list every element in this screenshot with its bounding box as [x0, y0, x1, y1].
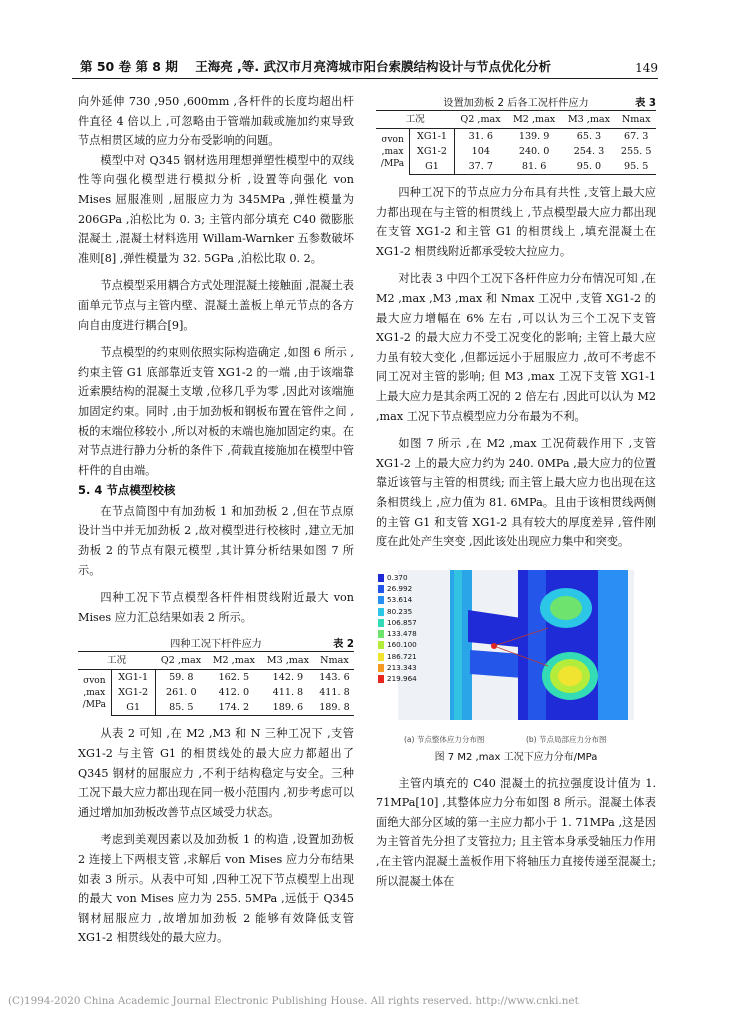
table2-cell: 189. 8 [315, 700, 354, 716]
figure-7 [376, 570, 656, 763]
paragraph-stiffener-2: 考虑到美观因素以及加劲板 1 的构造 ,设置加劲板 2 连接上下两根支管 ,求解后 von Mises 应力分布结果如表 3 所示。从表中可知 ,四种工况下节点模型上出现的最大 von Mises 应力为 255. 5MPa ,远低于 Q345 钢材屈服应力 ,故增加加劲板 2 能够有效降低支管 XG1-2 相贯线处的最大应力。 [78, 833, 354, 945]
legend-entry [378, 628, 432, 639]
table3-cell: 95. 0 [562, 159, 617, 175]
table3-cell: 65. 3 [576, 131, 602, 142]
left-column [78, 92, 354, 948]
table2-cell: 143. 6 [319, 672, 350, 684]
table2-row-header [78, 670, 111, 716]
paragraph-stress-common: 四种工况下的节点应力分布具有共性 ,支管上最大应力都出现在与主管的相贯线上 ,节点模型最大应力都出现在支管 XG1-2 和主管 G1 的相贯线上 ,填充混凝土在 XG1-2 相贯线附近都承受较大拉应力。 [376, 186, 656, 258]
legend-swatch [378, 664, 384, 672]
legend-swatch [378, 596, 384, 604]
table3-col-n: Nmax [616, 111, 656, 129]
table3-cell: 31. 6 [468, 131, 493, 142]
legend-value: 106.857 [387, 617, 417, 627]
legend-entry [378, 572, 432, 583]
table2-title-row [78, 633, 354, 651]
table2-number: 表 2 [333, 639, 354, 651]
legend-swatch [378, 641, 384, 649]
table2-title: 四种工况下杆件应力 [170, 639, 262, 651]
paragraph-table2-analysis: 从表 2 可知 ,在 M2 ,M3 和 N 三种工况下 ,支管 XG1-2 与主管 G1 的相贯线处的最大应力都超出了 Q345 钢材的屈服应力 ,不利于结构稳定与安全。三种工况下最大应力都出现在同一极小范围内 ,初步考虑可以通过增加加劲板改善节点区域受力状态。 [78, 727, 354, 819]
legend-value: 133.478 [387, 629, 417, 639]
paragraph-constraints: 节点模型的约束则依照实际构造确定 ,如图 6 所示 ,约束主管 G1 底部靠近支管 XG1-2 的一端 ,由于该端靠近索膜结构的混凝土支墩 ,位移几乎为零 ,因此对该端施加固定约束。同时 ,由于加劲板和钢板布置在管件之间 ,板的末端位移较小 ,所以对板的末端也施加固定约束。在对节点进行静力分析的条件下 ,荷载直接施加在模型中管杆件的自由端。 [78, 346, 354, 477]
paragraph-material-model: 模型中对 Q345 钢材选用理想弹塑性模型中的双线性等向强化模型进行模拟分析 ,设置等向强化 von Mises 屈服准则 ,屈服应力为 345MPa ,弹性模量为 206GPa ,泊松比为 0. 3; 主管内部分填充 C40 微膨胀混凝土 ,混凝土材料选用 Willam-Warnker 五参数破坏准则[8] ,弹性模量为 32. 5GPa ,泊松比取 0. 2。 [78, 153, 354, 265]
table2-cell: 59. 8 [169, 672, 194, 684]
legend-entry [378, 606, 432, 617]
table3-cell: 95. 5 [616, 159, 656, 175]
table2-col-q2: Q2 ,max [155, 652, 207, 670]
table3-col-q2: Q2 ,max [454, 111, 506, 129]
table2-cell: 189. 6 [261, 700, 315, 716]
legend-swatch [378, 653, 384, 661]
table2-cell-name: XG1-1 [111, 670, 155, 686]
legend-value: 186.721 [387, 651, 417, 661]
table3-col-m3: M3 ,max [562, 111, 617, 129]
table3-cell: 240. 0 [518, 146, 550, 157]
table2-col-condition: 工况 [78, 652, 155, 670]
legend-value: 160.100 [387, 640, 417, 650]
table-row [78, 700, 354, 716]
running-header [72, 55, 658, 79]
table2-cell: 85. 5 [155, 700, 207, 716]
legend-value: 219.964 [387, 674, 417, 684]
fea-stress-contour-image [398, 570, 634, 720]
table2-cell: 411. 8 [272, 687, 304, 699]
table2-col-n: Nmax [315, 652, 354, 670]
table2-cell-name: G1 [111, 700, 155, 716]
right-column [376, 92, 656, 891]
color-legend [378, 572, 432, 685]
legend-value: 213.343 [387, 663, 417, 673]
paragraph-concrete-stress: 主管内填充的 C40 混凝土的抗拉强度设计值为 1. 71MPa[10] ,其整体应力分布如图 8 所示。混凝土体表面绝大部分区域的第一主应力都小于 1. 71MPa ,这是因为主管首先分担了支管拉力; 且主管本身承受轴压力作用 ,在主管内混凝土盖板作用下将轴压力直接传递至混凝土; 所以混凝土体在 [376, 776, 656, 888]
table3-rowhead-1: σvon ,max [381, 134, 404, 157]
subcaption-a: (a) 节点整体应力分布图 [404, 734, 485, 744]
table3-col-condition: 工况 [376, 111, 454, 129]
table3-cell: 81. 6 [507, 159, 562, 175]
legend-entry [378, 583, 432, 594]
table3-col-m2: M2 ,max [507, 111, 562, 129]
legend-swatch [378, 585, 384, 593]
paragraph-table2-intro: 四种工况下节点模型各杆件相贯线附近最大 von Mises 应力汇总结果如表 2 所示。 [78, 591, 354, 624]
table3-cell-name: XG1-1 [410, 129, 455, 145]
table-row [376, 159, 656, 175]
table3-cell-name: XG1-2 [410, 144, 455, 159]
table2 [78, 651, 354, 716]
table2-col-m2: M2 ,max [207, 652, 261, 670]
page-number: 149 [635, 61, 658, 75]
legend-value: 0.370 [387, 572, 408, 582]
legend-entry [378, 651, 432, 662]
legend-swatch [378, 608, 384, 616]
table3-row-header [376, 129, 410, 175]
table3-title: 设置加劲板 2 后各工况杆件应力 [443, 98, 589, 109]
paragraph-table3-compare: 对比表 3 中四个工况下各杆件应力分布情况可知 ,在 M2 ,max ,M3 ,max 和 Nmax 工况中 ,支管 XG1-2 的最大应力增幅在 6% 左右 ,可以认为三个工况下支管 XG1-2 的最大应力不受工况变化的影响; 主管上最大应力虽有较大变化 ,但都远远小于屈服应力 ,故可不考虑不同工况对主管的影响; 但 M3 ,max 工况下支管 XG1-1 上最大应力是其余两工况的 2 倍左右 ,因此可以认为 M2 ,max 工况下节点模型应力分布最为不利。 [376, 272, 656, 423]
legend-value: 26.992 [387, 583, 413, 593]
table3-cell: 254. 3 [573, 146, 605, 157]
legend-entry [378, 662, 432, 673]
paragraph-figure7-desc: 如图 7 所示 ,在 M2 ,max 工况荷载作用下 ,支管 XG1-2 上的最大应力约为 240. 0MPa ,最大应力的位置靠近该管与主管的相贯线; 而主管上最大应力也出现在这条相贯线上 ,应力值为 81. 6MPa。且由于该相贯线两侧的主管 G1 和支管 XG1-2 具有较大的厚度差异 ,管件刚度在此处产生突变 ,因此该处出现应力集中和突变。 [376, 437, 656, 549]
table-row [78, 670, 354, 686]
table-row [376, 129, 656, 145]
table2-cell: 411. 8 [319, 687, 350, 699]
table3-cell-name: G1 [410, 159, 455, 175]
legend-entry [378, 617, 432, 628]
table2-cell: 412. 0 [218, 687, 250, 699]
journal-volume: 第 50 卷 第 8 期 [80, 59, 178, 74]
legend-entry [378, 673, 432, 684]
table2-rowhead-2: /MPa [82, 700, 106, 711]
header-text [80, 57, 551, 75]
table-row [78, 685, 354, 700]
legend-entry [378, 594, 432, 605]
stress-contour-plot [398, 570, 634, 720]
table2-cell: 261. 0 [166, 687, 197, 699]
table2-col-m3: M3 ,max [261, 652, 315, 670]
legend-swatch [378, 619, 384, 627]
legend-value: 53.614 [387, 595, 413, 605]
section-heading-5-4: 5. 4 节点模型校核 [78, 483, 176, 498]
table2-rowhead-1: σvon ,max [83, 676, 106, 699]
legend-swatch [378, 574, 384, 582]
subcaption-b: (b) 节点局部应力分布图 [526, 734, 607, 744]
table2-cell: 174. 2 [207, 700, 261, 716]
article-author-title: 王海亮 ,等. 武汉市月亮湾城市阳台索膜结构设计与节点优化分析 [195, 59, 551, 74]
table3-cell: 255. 5 [620, 146, 652, 157]
legend-swatch [378, 675, 384, 683]
paragraph-continued: 向外延伸 730 ,950 ,600mm ,各杆件的长度均超出杆件直径 4 倍以上 ,可忽略由于管端加载或施加约束导致节点相贯区域的应力分布受影响的问题。 [78, 95, 354, 148]
legend-entry [378, 639, 432, 650]
legend-swatch [378, 630, 384, 638]
table3-cell: 37. 7 [454, 159, 506, 175]
paragraph-check-intro: 在节点简图中有加劲板 1 和加劲板 2 ,但在节点原设计当中并无加劲板 2 ,故对模型进行校核时 ,建立无加劲板 2 的节点有限元模型 ,其计算分析结果如图 7 所示。 [78, 504, 354, 577]
table-row [376, 144, 656, 159]
table3 [376, 110, 656, 175]
table2-cell: 142. 9 [272, 672, 304, 684]
legend-value: 80.235 [387, 606, 413, 616]
copyright-footer: (C)1994-2020 China Academic Journal Electronic Publishing House. All rights reserved. http://www.cnki.net [8, 995, 579, 1007]
table3-number: 表 3 [635, 98, 656, 109]
table3-title-row [376, 92, 656, 110]
figure7-caption: 图 7 M2 ,max 工况下应力分布/MPa [434, 751, 598, 763]
table2-cell: 162. 5 [218, 672, 250, 684]
table3-rowhead-2: /MPa [380, 158, 405, 169]
paragraph-coupling: 节点模型采用耦合方式处理混凝土接触面 ,混凝土表面单元节点与主管内壁、混凝土盖板上单元节点的各方向自由度进行耦合[9]。 [78, 279, 354, 332]
table2-cell-name: XG1-2 [111, 685, 155, 700]
table3-cell: 139. 9 [518, 131, 550, 142]
table3-cell: 104 [471, 146, 490, 157]
table3-cell: 67. 3 [623, 131, 649, 142]
